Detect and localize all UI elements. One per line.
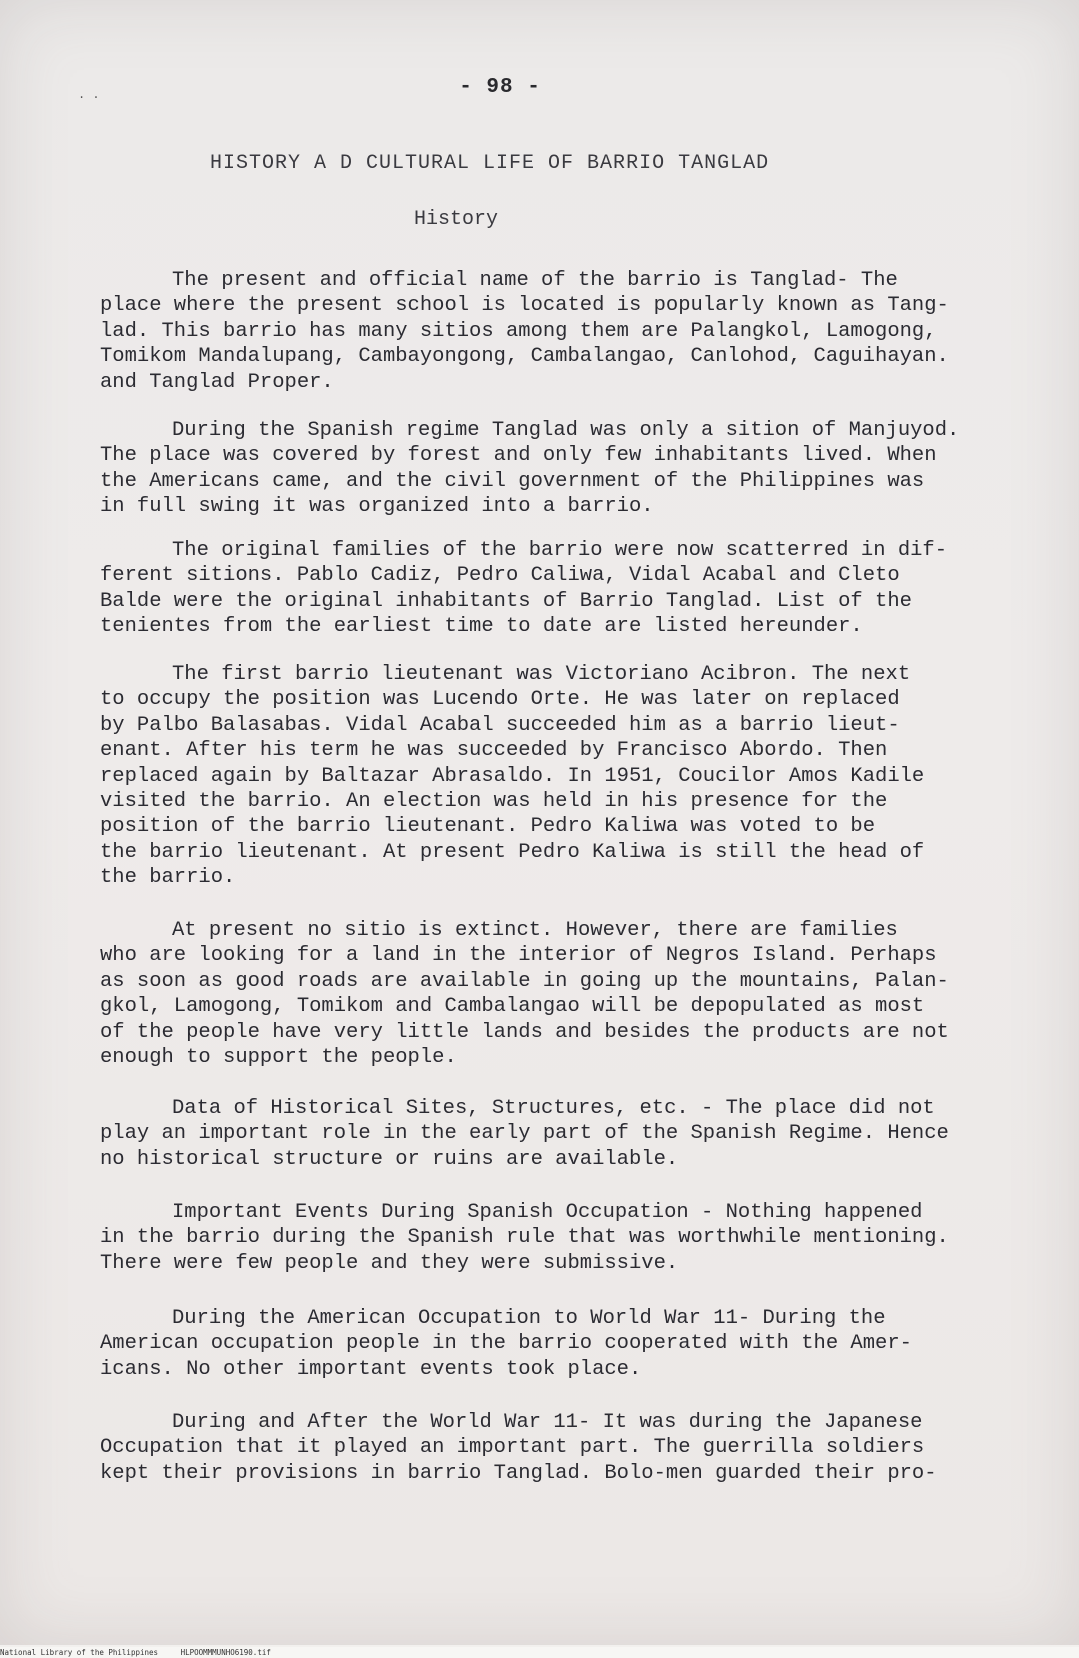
paragraph-line: visited the barrio. An election was held in his presence for the [100,790,888,814]
paragraph-american-occupation [100,1306,1022,1382]
paragraph-line: by Palbo Balasabas. Vidal Acabal succeeded him as a barrio lieut- [100,713,900,737]
paragraph-line: During the American Occupation to World War 11- During the [172,1307,886,1330]
paragraph-line: Balde were the original inhabitants of Barrio Tanglad. List of the [100,589,912,613]
paragraph-line: Important Events During Spanish Occupation - Nothing happened [172,1201,923,1224]
paragraph-line: kept their provisions in barrio Tanglad. Bolo-men guarded their pro- [100,1461,937,1485]
paragraph-line: enough to support the people. [100,1046,457,1070]
footer-filename: HLPOOMMMUNHO6190.tif [180,1648,271,1657]
paragraph-line: enant. After his term he was succeeded by Francisco Abordo. Then [100,739,888,763]
paragraph-line: the barrio. [100,866,236,890]
paragraph-line: During the Spanish regime Tanglad was only a sition of Manjuyod. [172,419,960,442]
paragraph-line: to occupy the position was Lucendo Orte. He was later on replaced [100,688,900,712]
paragraph-line: At present no sitio is extinct. However, there are families [172,919,898,942]
paragraph-line: as soon as good roads are available in going up the mountains, Palan- [100,969,949,993]
paragraph-sitios [100,918,1022,1070]
paragraph-line: tenientes from the earliest time to date are listed hereunder. [100,615,863,639]
paragraph-spanish-regime [100,418,1022,520]
paragraph-line: who are looking for a land in the interior of Negros Island. Perhaps [100,944,937,968]
paragraph-barrio-lieutenants [100,662,1022,891]
section-heading: History [414,208,499,231]
paragraph-line: The original families of the barrio were now scatterred in dif- [172,539,948,562]
paragraph-official-name [100,268,1022,395]
paragraph-line: American occupation people in the barrio cooperated with the Amer- [100,1332,912,1356]
paragraph-line: replaced again by Baltazar Abrasaldo. In 1951, Coucilor Amos Kadile [100,764,925,788]
paragraph-line: lad. This barrio has many sitios among them are Palangkol, Lamogong, [100,319,937,343]
paragraph-line: position of the barrio lieutenant. Pedro Kaliwa was voted to be [100,815,876,839]
paragraph-line: icans. No other important events took place. [100,1357,642,1381]
paragraph-line: in full swing it was organized into a barrio. [100,495,654,519]
paragraph-line: play an important role in the early part of the Spanish Regime. Hence [100,1122,949,1146]
paragraph-line: There were few people and they were submissive. [100,1251,679,1275]
paragraph-line: During and After the World War 11- It was during the Japanese [172,1411,923,1434]
paragraph-line: place where the present school is located is popularly known as Tang- [100,294,949,318]
paragraph-line: The present and official name of the barrio is Tanglad- The [172,269,898,292]
paragraph-line: Data of Historical Sites, Structures, etc. - The place did not [172,1097,935,1120]
paragraph-line: and Tanglad Proper. [100,370,334,394]
paragraph-world-war [100,1410,1022,1486]
page-number: - 98 - [459,76,541,99]
paragraph-line: The first barrio lieutenant was Victoriano Acibron. The next [172,663,911,686]
paragraph-line: the barrio lieutenant. At present Pedro Kaliwa is still the head of [100,840,925,864]
paragraph-line: in the barrio during the Spanish rule that was worthwhile mentioning. [100,1226,949,1250]
paragraph-historical-sites [100,1096,1022,1172]
scan-footer [0,1647,1079,1658]
paragraph-line: ferent sitions. Pablo Cadiz, Pedro Caliwa, Vidal Acabal and Cleto [100,564,900,588]
paragraph-line: The place was covered by forest and only few inhabitants lived. When [100,444,937,468]
paragraph-original-families [100,538,1022,640]
paragraph-line: no historical structure or ruins are available. [100,1147,679,1171]
paragraph-line: Occupation that it played an important part. The guerrilla soldiers [100,1436,925,1460]
paragraph-line: the Americans came, and the civil government of the Philippines was [100,469,925,493]
paragraph-line: gkol, Lamogong, Tomikom and Cambalangao will be depopulated as most [100,995,925,1019]
paragraph-spanish-occupation [100,1200,1022,1276]
document-title: HISTORY A D CULTURAL LIFE OF BARRIO TANGLAD [210,152,770,175]
stray-mark: . . [78,88,100,102]
paragraph-line: Tomikom Mandalupang, Cambayongong, Cambalangao, Canlohod, Caguihayan. [100,345,949,369]
paragraph-line: of the people have very little lands and besides the products are not [100,1020,949,1044]
footer-library: National Library of the Philippines [0,1648,159,1657]
